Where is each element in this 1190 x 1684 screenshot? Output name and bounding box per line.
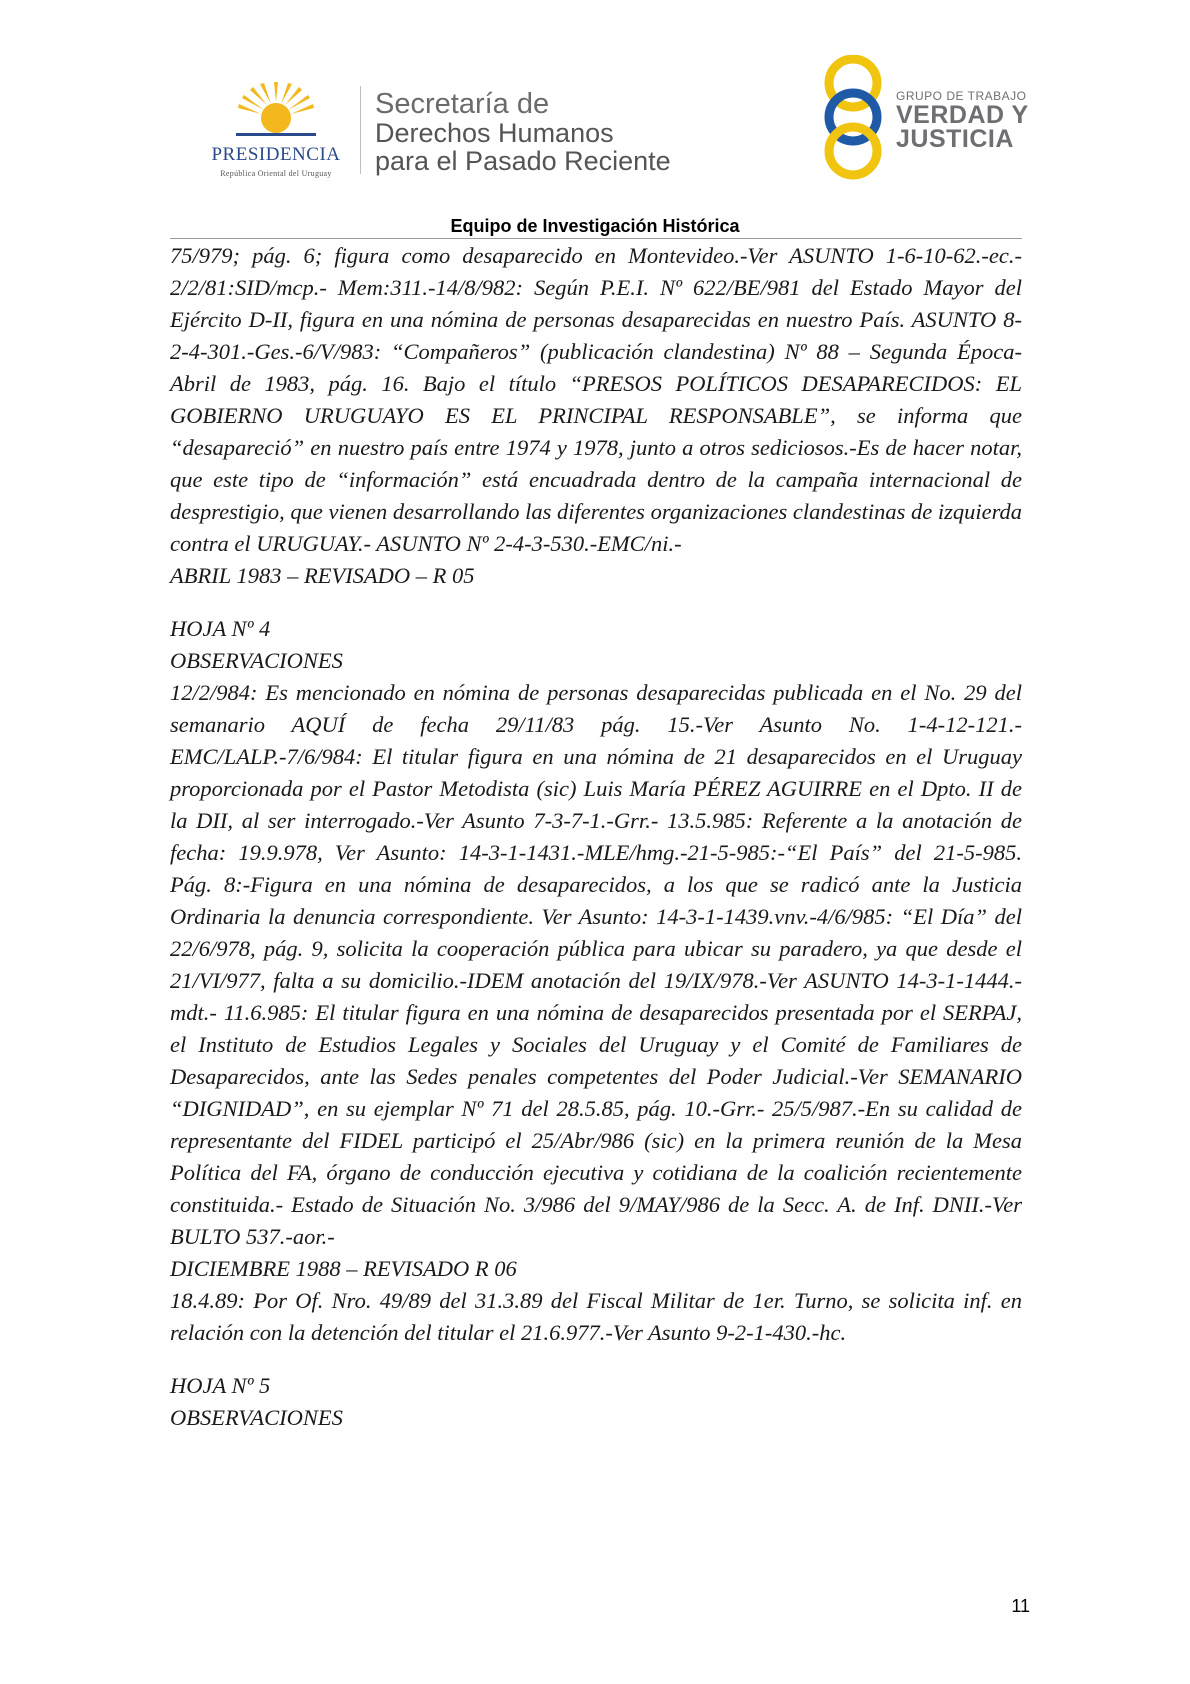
secretaria-line-1: Secretaría de (375, 88, 550, 120)
rings-emblem-icon (818, 55, 888, 180)
presidencia-name: PRESIDENCIA (211, 144, 341, 165)
verdad-justicia-logo (818, 55, 1048, 180)
secretaria-line-2: Derechos Humanos (375, 118, 614, 148)
revision-note-2: DICIEMBRE 1988 – REVISADO R 06 (170, 1256, 517, 1281)
hoja-5-heading: HOJA Nº 5 (170, 1373, 271, 1398)
sun-emblem-icon (236, 78, 316, 140)
page-header (0, 0, 1190, 240)
revision-note-1: ABRIL 1983 – REVISADO – R 05 (170, 563, 475, 588)
spacer (170, 592, 1022, 613)
secretaria-logo-text (375, 90, 671, 175)
secretaria-line-3: para el Pasado Reciente (375, 146, 671, 176)
logo-divider (360, 86, 361, 174)
grupo-trabajo-label: GRUPO DE TRABAJO (896, 89, 1027, 103)
paragraph-fiscal-militar: 18.4.89: Por Of. Nro. 49/89 del 31.3.89 del Fiscal Militar de 1er. Turno, se solicita inf. en relación con la detención del titular el 21.6.977.-Ver Asunto 9-2-1-430.-hc. (170, 1288, 1022, 1345)
page-number: 11 (1011, 1596, 1030, 1616)
hoja-4-heading: HOJA Nº 4 (170, 616, 271, 641)
spacer (170, 1349, 1022, 1370)
presidencia-logo (196, 78, 356, 178)
justicia-label: JUSTICIA (896, 125, 1014, 153)
observaciones-4-heading: OBSERVACIONES (170, 648, 343, 673)
verdad-label: VERDAD Y (896, 101, 1029, 129)
verdad-justicia-text (896, 89, 1029, 151)
document-body (170, 240, 1022, 1434)
paragraph-observaciones-4: 12/2/984: Es mencionado en nómina de personas desaparecidas publicada en el No. 29 del semanario AQUÍ de fecha 29/11/83 pág. 15.-Ver Asunto No. 1-4-12-121.- EMC/LALP.-7/6/984: El titular figura en una nómina de 21 desaparecidos en el Uruguay proporcionada por el Pastor Metodista (sic) Luis María PÉREZ AGUIRRE en el Dpto. II de la DII, al ser interrogado.-Ver Asunto 7-3-7-1.-Grr.- 13.5.985: Referente a la anotación de fecha: 19.9.978, Ver Asunto: 14-3-1-1431.-MLE/hmg.-21-5-985:-“El País” del 21-5-985. Pág. 8:-Figura en una nómina de desaparecidos, a los que se radicó ante la Justicia Ordinaria la denuncia correspondiente. Ver Asunto: 14-3-1-1439.vnv.-4/6/985: “El Día” del 22/6/978, pág. 9, solicita la cooperación pública para ubicar su paradero, ya que desde el 21/VI/977, falta a su domicilio.-IDEM anotación del 19/IX/978.-Ver ASUNTO 14-3-1-1444.-mdt.- 11.6.985: El titular figura en una nómina de desaparecidos presentada por el SERPAJ, el Instituto de Estudios Legales y Sociales del Uruguay y el Comité de Familiares de Desaparecidos, ante las Sedes penales competentes del Poder Judicial.-Ver SEMANARIO “DIGNIDAD”, en su ejemplar Nº 71 del 28.5.85, pág. 10.-Grr.- 25/5/987.-En su calidad de representante del FIDEL participó el 25/Abr/986 (sic) en la primera reunión de la Mesa Política del FA, órgano de conducción ejecutiva y cotidiana de la coalición recientemente constituida.- Estado de Situación No. 3/986 del 9/MAY/986 de la Secc. A. de Inf. DNII.-Ver BULTO 537.-aor.- (170, 680, 1022, 1249)
observaciones-5-heading: OBSERVACIONES (170, 1405, 343, 1430)
section-title: Equipo de Investigación Histórica (450, 216, 740, 236)
paragraph-asuntos-1: 75/979; pág. 6; figura como desaparecido en Montevideo.-Ver ASUNTO 1-6-10-62.-ec.- 2/2/81:SID/mcp.- Mem:311.-14/8/982: Según P.E.I. Nº 622/BE/981 del Estado Mayor del Ejército D-II, figura en una nómina de personas desaparecidas en nuestro País. ASUNTO 8-2-4-301.-Ges.-6/V/983: “Compañeros” (publicación clandestina) Nº 88 – Segunda Época- Abril de 1983, pág. 16. Bajo el título “PRESOS POLÍTICOS DESAPARECIDOS: EL GOBIERNO URUGUAYO ES EL PRINCIPAL RESPONSABLE”, se informa que “desapareció” en nuestro país entre 1974 y 1978, junto a otros sediciosos.-Es de hacer notar, que este tipo de “información” está encuadrada dentro de la campaña internacional de desprestigio, que vienen desarrollando las diferentes organizaciones clandestinas de izquierda contra el URUGUAY.- ASUNTO Nº 2-4-3-530.-EMC/ni.- (170, 243, 1022, 556)
presidencia-subtitle: República Oriental del Uruguay (220, 169, 332, 178)
header-rule (170, 238, 1022, 239)
